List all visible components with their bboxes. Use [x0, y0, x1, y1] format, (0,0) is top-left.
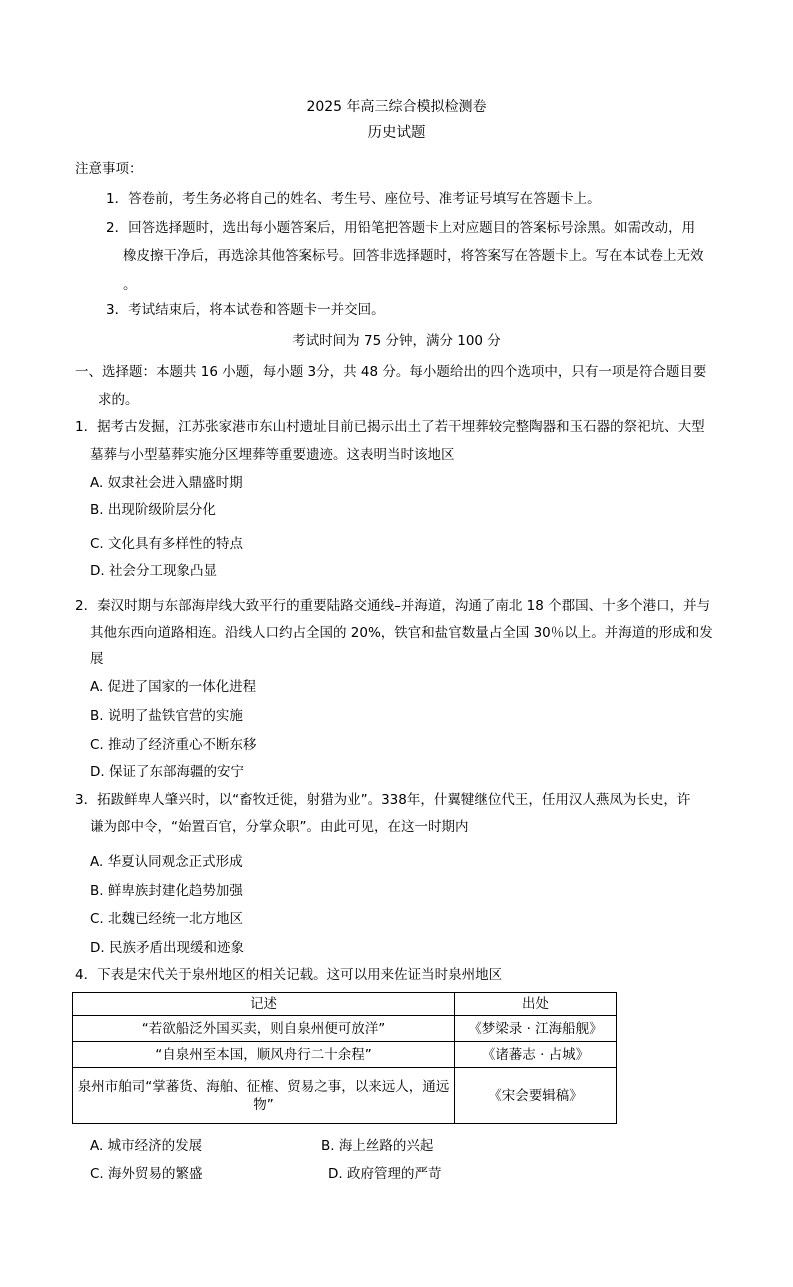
table-header-source: 出处 [455, 993, 617, 1016]
section-1-heading-cont: 求的。 [98, 392, 139, 408]
q1-option-c: C. 文化具有多样性的特点 [90, 536, 244, 552]
q2-option-d: D. 保证了东部海疆的安宁 [90, 764, 244, 780]
q3-stem-line-1: 3．拓跋鲜卑人肇兴时，以“畜牧迁徙，射猎为业”。338年，什翼犍继位代王，任用汉人燕凤为长史，许 [75, 792, 691, 808]
q4-option-c: C. 海外贸易的繁盛 [90, 1166, 203, 1182]
table-cell-source: 《梦梁录 · 江海船舰》 [455, 1016, 617, 1042]
table-row [73, 1068, 617, 1124]
notice-item-1: 1．答卷前，考生务必将自己的姓名、考生号、座位号、准考证号填写在答题卡上。 [106, 191, 601, 207]
q1-stem-line-1: 1．据考古发掘，江苏张家港市东山村遗址目前已揭示出土了若干埋葬较完整陶器和玉石器的祭祀坑、大型 [75, 419, 705, 435]
q2-stem-line-1: 2．秦汉时期与东部海岸线大致平行的重要陆路交通线–并海道，沟通了南北 18 个郡国、十多个港口，并与 [75, 598, 711, 614]
section-1-heading: 一、选择题：本题共 16 小题，每小题 3分，共 48 分。每小题给出的四个选项中，只有一项是符合题目要 [75, 364, 707, 380]
q1-option-a: A. 奴隶社会进入鼎盛时期 [90, 475, 243, 491]
table-cell-record: 泉州市舶司“掌蕃货、海舶、征榷、贸易之事，以来远人，通远物” [73, 1068, 455, 1124]
table-header-row [73, 993, 617, 1016]
q1-option-d: D. 社会分工现象凸显 [90, 563, 217, 579]
table-row [73, 1016, 617, 1042]
table-cell-source: 《宋会要辑稿》 [455, 1068, 617, 1124]
notice-item-2-line-3: 。 [123, 277, 137, 293]
q4-records-table [72, 992, 617, 1124]
q4-option-b: B. 海上丝路的兴起 [321, 1138, 434, 1154]
exam-title: 2025 年高三综合模拟检测卷 [306, 99, 487, 115]
table-cell-record: “自泉州至本国，顺风舟行二十余程” [73, 1042, 455, 1068]
q2-option-b: B. 说明了盐铁官营的实施 [90, 708, 243, 724]
q3-option-b: B. 鲜卑族封建化趋势加强 [90, 883, 243, 899]
q2-option-a: A. 促进了国家的一体化进程 [90, 679, 257, 695]
q2-stem-line-3: 展 [90, 651, 104, 667]
q3-option-d: D. 民族矛盾出现缓和迹象 [90, 940, 244, 956]
table-cell-source: 《诸蕃志 · 占城》 [455, 1042, 617, 1068]
exam-subtitle: 历史试题 [367, 125, 426, 141]
notice-heading: 注意事项： [75, 161, 143, 177]
q2-stem-line-2: 其他东西向道路相连。沿线人口约占全国的 20%，铁官和盐官数量占全国 30％以上。并海道的形成和发 [90, 625, 713, 641]
q3-stem-line-2: 谦为郎中令，“始置百官，分掌众职”。由此可见，在这一时期内 [90, 819, 469, 835]
q4-option-a: A. 城市经济的发展 [90, 1138, 203, 1154]
q4-option-d: D. 政府管理的严苛 [328, 1166, 442, 1182]
table-cell-record: “若欲船泛外国买卖，则自泉州便可放洋” [73, 1016, 455, 1042]
exam-time: 考试时间为 75 分钟，满分 100 分 [292, 333, 501, 349]
q3-option-a: A. 华夏认同观念正式形成 [90, 854, 243, 870]
notice-item-2-line-1: 2．回答选择题时，选出每小题答案后，用铅笔把答题卡上对应题目的答案标号涂黑。如需改动，用 [106, 220, 696, 236]
q4-stem: 4．下表是宋代关于泉州地区的相关记载。这可以用来佐证当时泉州地区 [75, 967, 503, 983]
table-header-record: 记述 [73, 993, 455, 1016]
notice-item-2-line-2: 橡皮擦干净后，再选涂其他答案标号。回答非选择题时，将答案写在答题卡上。写在本试卷上无效 [123, 248, 704, 264]
q1-stem-line-2: 墓葬与小型墓葬实施分区埋葬等重要遗迹。这表明当时该地区 [90, 447, 455, 463]
table-row [73, 1042, 617, 1068]
q3-option-c: C. 北魏已经统一北方地区 [90, 911, 244, 927]
notice-item-3: 3．考试结束后，将本试卷和答题卡一并交回。 [106, 302, 385, 318]
q2-option-c: C. 推动了经济重心不断东移 [90, 737, 257, 753]
q1-option-b: B. 出现阶级阶层分化 [90, 502, 216, 518]
